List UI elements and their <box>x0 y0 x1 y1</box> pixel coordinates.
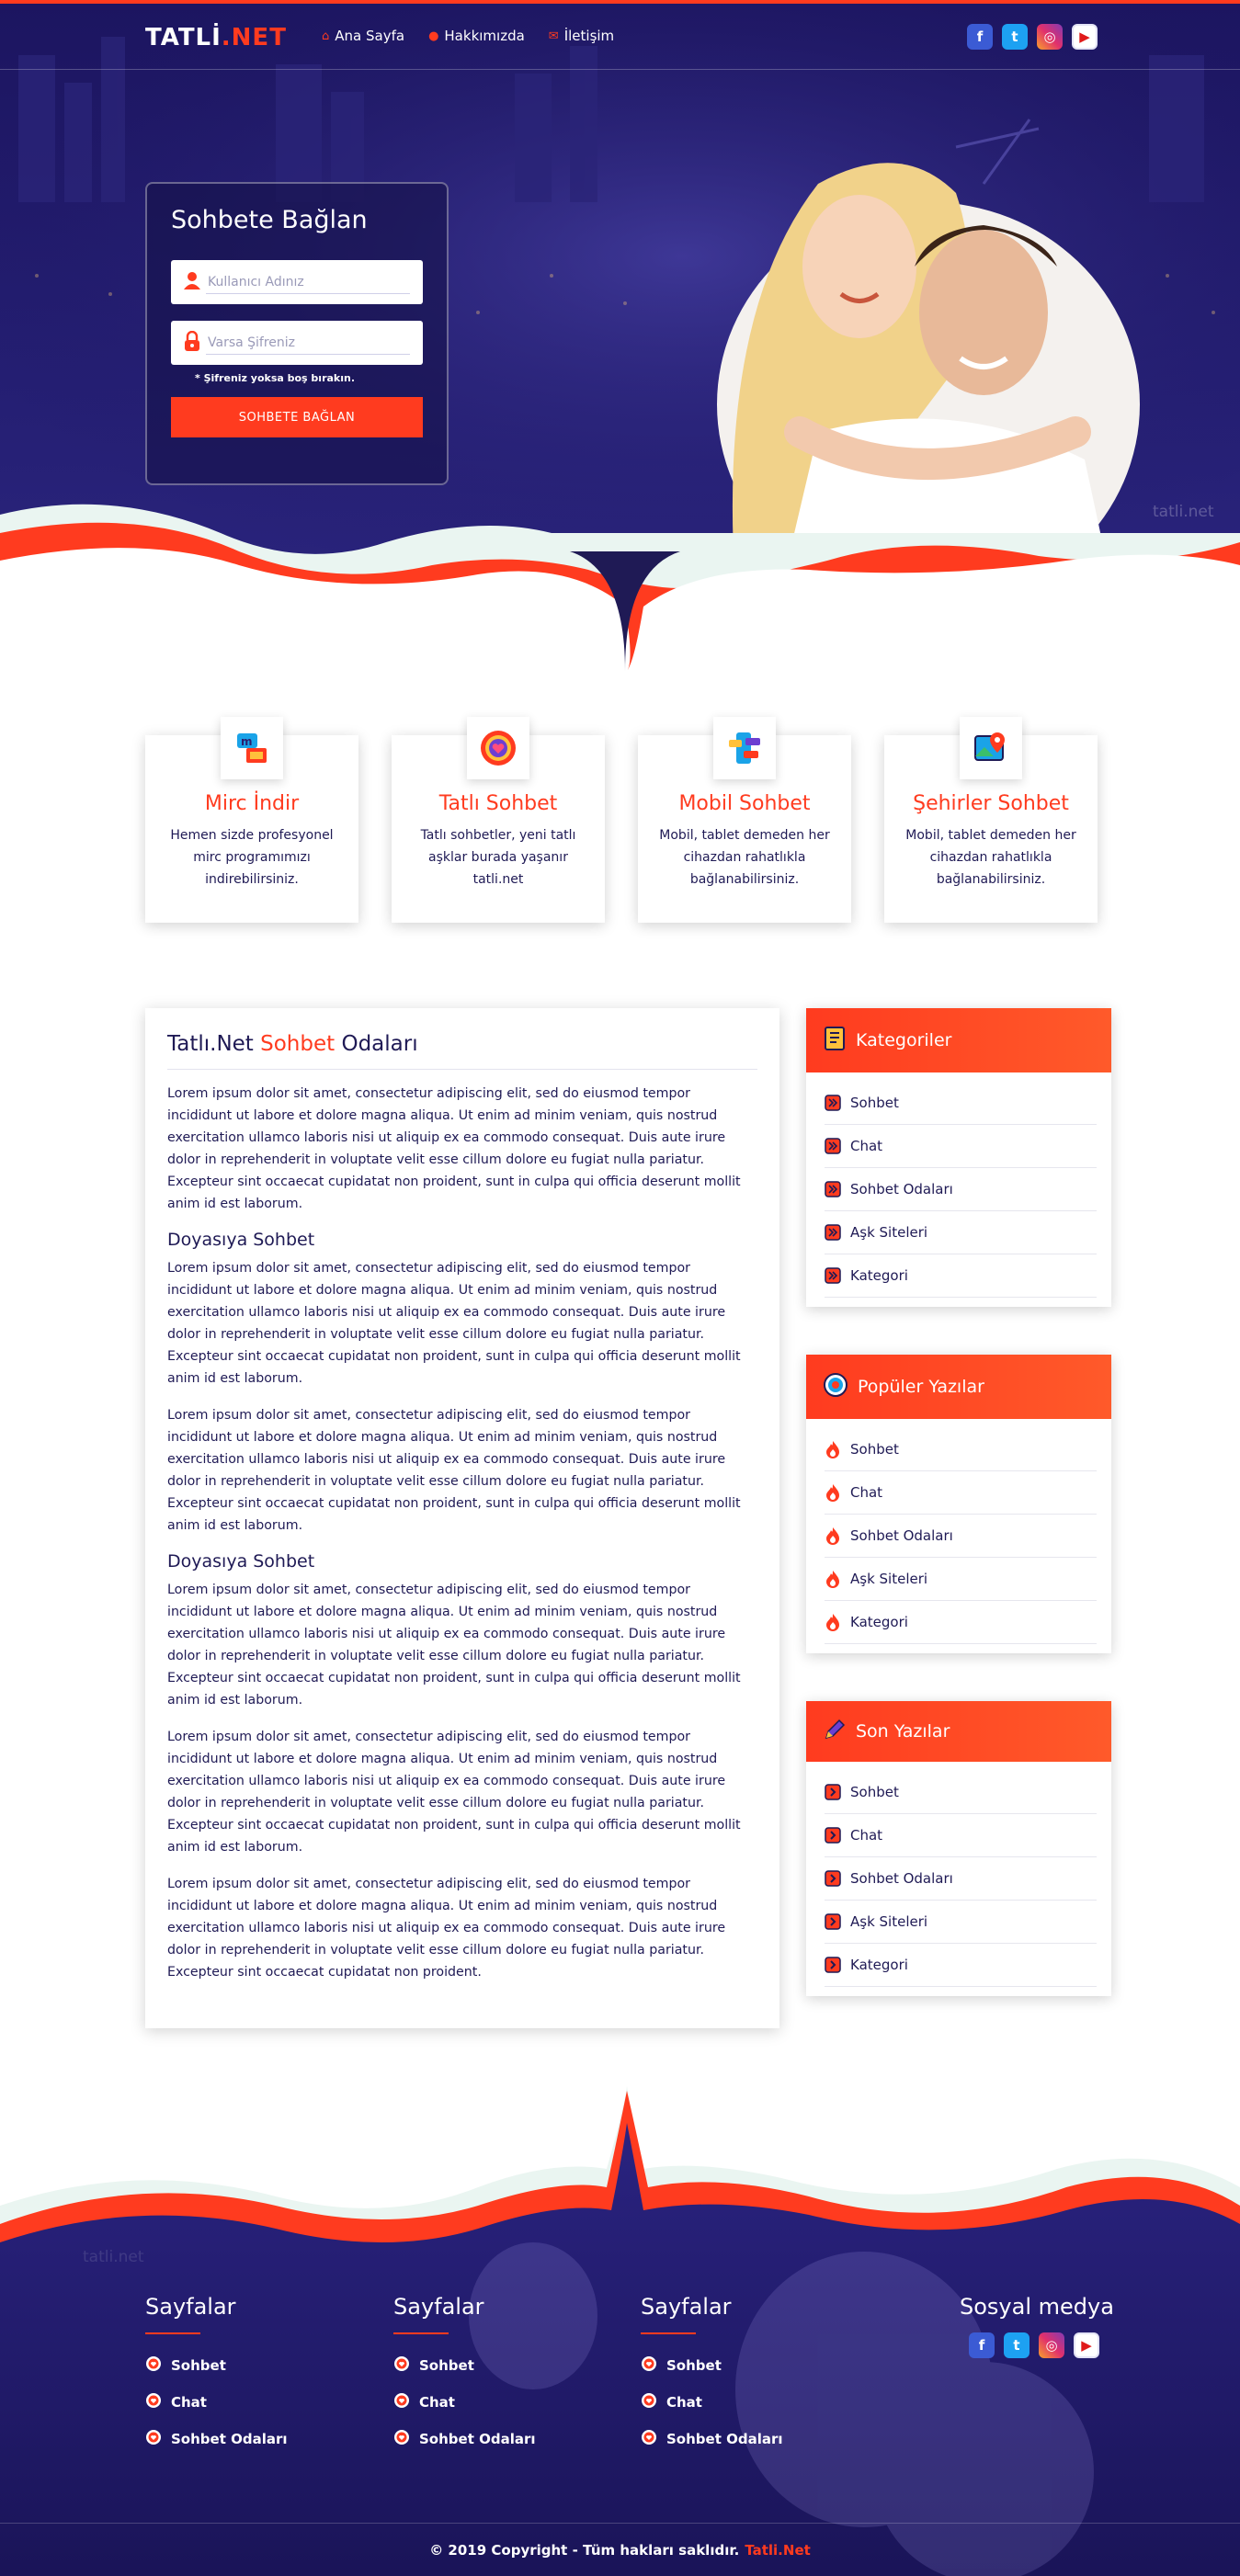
feature-card-sweet-chat[interactable] <box>392 735 605 923</box>
feature-title: Mobil Sohbet <box>678 792 811 815</box>
article-paragraph: Lorem ipsum dolor sit amet, consectetur adipiscing elit, sed do eiusmod tempor incididunt ut labore et dolore magna aliqua. Ut enim ad minim veniam, quis nostrud exercitation ullamco laboris nisi ut aliquip ex ea commodo consequat. Duis aute irure dolor in reprehenderit in voluptate velit esse cillum dolore eu fugiat nulla pariatur. Excepteur sint occaecat cupidatat non proident, sunt in culpa qui officia deserunt mollit anim id est laborum. <box>167 1583 741 1708</box>
feature-text: Mobil, tablet demeden her cihazdan rahatlıkla bağlanabilirsiniz. <box>905 828 1076 887</box>
article-subheading: Doyasıya Sohbet <box>167 1551 315 1572</box>
category-item[interactable]: Sohbet Odaları <box>825 1168 1097 1211</box>
chat-bubble-icon <box>641 2429 657 2449</box>
instagram-icon[interactable]: ◎ <box>1037 24 1063 50</box>
nav-contact-link[interactable]: ✉ İletişim <box>548 28 615 44</box>
mirc-icon <box>221 717 283 779</box>
chevron-badge-icon <box>825 1784 841 1800</box>
footer-links <box>145 2347 288 2457</box>
popular-posts-widget <box>806 1355 1111 1653</box>
feature-card-mobile-chat[interactable] <box>638 735 851 923</box>
nav-home-link[interactable]: ⌂ Ana Sayfa <box>322 28 405 44</box>
recent-post-item[interactable]: Aşk Siteleri <box>825 1901 1097 1944</box>
categories-list <box>806 1072 1111 1307</box>
nav-about-link[interactable]: ● Hakkımızda <box>428 28 525 44</box>
chevron-badge-icon <box>825 1957 841 1973</box>
footer-watermark: tatli.net <box>83 2248 144 2266</box>
article-subheading: Doyasıya Sohbet <box>167 1230 315 1250</box>
facebook-icon[interactable]: f <box>967 24 993 50</box>
user-icon <box>184 271 206 294</box>
top-navbar <box>0 4 1240 70</box>
hero-section <box>0 0 1240 671</box>
facebook-icon[interactable]: f <box>969 2332 995 2358</box>
main-article <box>145 1008 779 2028</box>
home-icon: ⌂ <box>322 28 330 43</box>
footer-title-underline <box>393 2332 449 2334</box>
article-paragraph: Lorem ipsum dolor sit amet, consectetur adipiscing elit, sed do eiusmod tempor incididunt ut labore et dolore magna aliqua. Ut enim ad minim veniam, quis nostrud exercitation ullamco laboris nisi ut aliquip ex ea commodo consequat. Duis aute irure dolor in reprehenderit in voluptate velit esse cillum dolore eu fugiat nulla pariatur. Excepteur sint occaecat cupidatat non proident, sunt in culpa qui officia deserunt mollit anim id est laborum. <box>167 1408 741 1533</box>
features-row <box>145 735 1110 923</box>
copyright-text: © 2019 Copyright - Tüm hakları saklıdır. <box>429 2541 740 2559</box>
password-field-wrap <box>171 321 423 365</box>
recent-posts-widget <box>806 1701 1111 1996</box>
copyright-brand-link[interactable]: Tatli.Net <box>745 2541 811 2559</box>
main-nav <box>322 28 614 44</box>
categories-widget <box>806 1008 1111 1307</box>
article-title: Tatlı.Net Sohbet Odaları <box>167 1032 757 1070</box>
footer-links <box>393 2347 536 2457</box>
arrow-badge-icon <box>825 1224 841 1241</box>
footer-link[interactable]: Sohbet <box>641 2347 783 2384</box>
footer-link[interactable]: Sohbet <box>393 2347 536 2384</box>
category-item[interactable]: Sohbet <box>825 1082 1097 1125</box>
category-item[interactable]: Kategori <box>825 1254 1097 1298</box>
widget-title: Popüler Yazılar <box>858 1377 984 1397</box>
article-paragraph: Lorem ipsum dolor sit amet, consectetur adipiscing elit, sed do eiusmod tempor incididunt ut labore et dolore magna aliqua. Ut enim ad minim veniam, quis nostrud exercitation ullamco laboris nisi ut aliquip ex ea commodo consequat. Duis aute irure dolor in reprehenderit in voluptate velit esse cillum dolore eu fugiat nulla pariatur. Excepteur sint occaecat cupidatat non proident, sunt in culpa qui officia deserunt mollit anim id est laborum. <box>167 1261 741 1386</box>
popular-post-item[interactable]: Sohbet Odaları <box>825 1515 1097 1558</box>
widget-header <box>806 1355 1111 1419</box>
map-pin-icon <box>960 717 1022 779</box>
feature-title: Tatlı Sohbet <box>438 792 558 815</box>
chat-login-form <box>145 182 449 485</box>
youtube-icon[interactable]: ▶ <box>1072 24 1098 50</box>
recent-post-item[interactable]: Sohbet <box>825 1771 1097 1814</box>
article-paragraph: Lorem ipsum dolor sit amet, consectetur adipiscing elit, sed do eiusmod tempor incididunt ut labore et dolore magna aliqua. Ut enim ad minim veniam, quis nostrud exercitation ullamco laboris nisi ut aliquip ex ea commodo consequat. Duis aute irure dolor in reprehenderit in voluptate velit esse cillum dolore eu fugiat nulla pariatur. Excepteur sint occaecat cupidatat non proident. <box>167 1877 726 1980</box>
twitter-icon[interactable]: t <box>1002 24 1028 50</box>
footer-link[interactable]: Sohbet Odaları <box>393 2421 536 2457</box>
chat-bubble-icon <box>641 2392 657 2412</box>
footer-pages-column <box>393 2294 536 2457</box>
footer-pages-column <box>641 2294 783 2457</box>
popular-post-item[interactable]: Sohbet <box>825 1428 1097 1471</box>
flame-icon <box>825 1441 841 1458</box>
footer-column-title: Sayfalar <box>145 2294 236 2320</box>
category-item[interactable]: Chat <box>825 1125 1097 1168</box>
svg-text:m: m <box>241 735 253 748</box>
article-paragraph: Lorem ipsum dolor sit amet, consectetur adipiscing elit, sed do eiusmod tempor incididunt ut labore et dolore magna aliqua. Ut enim ad minim veniam, quis nostrud exercitation ullamco laboris nisi ut aliquip ex ea commodo consequat. Duis aute irure dolor in reprehenderit in voluptate velit esse cillum dolore eu fugiat nulla pariatur. Excepteur sint occaecat cupidatat non proident, sunt in culpa qui officia deserunt mollit anim id est laborum. <box>167 1730 741 1855</box>
youtube-icon[interactable]: ▶ <box>1074 2332 1099 2358</box>
hero-center-drop <box>570 551 680 671</box>
popular-posts-list <box>806 1419 1111 1653</box>
footer-title-underline <box>641 2332 696 2334</box>
twitter-icon[interactable]: t <box>1004 2332 1030 2358</box>
widget-header <box>806 1701 1111 1762</box>
widget-title: Kategoriler <box>856 1030 952 1050</box>
feature-card-cities-chat[interactable] <box>884 735 1098 923</box>
feature-title: Mirc İndir <box>204 792 300 815</box>
arrow-badge-icon <box>825 1095 841 1111</box>
site-logo[interactable]: TATLİ.NET <box>145 24 287 51</box>
target-icon <box>823 1372 848 1402</box>
widget-header <box>806 1008 1111 1072</box>
recent-post-item[interactable]: Chat <box>825 1814 1097 1857</box>
chat-bubble-icon <box>145 2429 162 2449</box>
popular-post-item[interactable]: Aşk Siteleri <box>825 1558 1097 1601</box>
chevron-badge-icon <box>825 1913 841 1930</box>
flame-icon <box>825 1614 841 1630</box>
recent-post-item[interactable]: Sohbet Odaları <box>825 1857 1097 1901</box>
arrow-badge-icon <box>825 1181 841 1197</box>
flame-icon <box>825 1484 841 1501</box>
widget-title: Son Yazılar <box>856 1721 950 1742</box>
footer-pages-column <box>145 2294 288 2457</box>
instagram-icon[interactable]: ◎ <box>1039 2332 1064 2358</box>
feature-card-mirc[interactable] <box>145 735 358 923</box>
chat-bubble-icon <box>145 2355 162 2376</box>
footer-link[interactable]: Chat <box>145 2384 288 2421</box>
recent-posts-list <box>806 1762 1111 1996</box>
footer-column-title: Sayfalar <box>393 2294 484 2320</box>
footer-link[interactable]: Sohbet <box>145 2347 288 2384</box>
chevron-badge-icon <box>825 1870 841 1887</box>
arrow-badge-icon <box>825 1267 841 1284</box>
article-paragraph: Lorem ipsum dolor sit amet, consectetur adipiscing elit, sed do eiusmod tempor incididunt ut labore et dolore magna aliqua. Ut enim ad minim veniam, quis nostrud exercitation ullamco laboris nisi ut aliquip ex ea commodo consequat. Duis aute irure dolor in reprehenderit in voluptate velit esse cillum dolore eu fugiat nulla pariatur. Excepteur sint occaecat cupidatat non proident, sunt in culpa qui officia deserunt mollit anim id est laborum. <box>167 1086 741 1211</box>
hero-watermark: tatli.net <box>1153 503 1214 521</box>
footer-title-underline <box>145 2332 200 2334</box>
footer-column-title: Sayfalar <box>641 2294 732 2320</box>
category-item[interactable]: Aşk Siteleri <box>825 1211 1097 1254</box>
feature-text: Tatlı sohbetler, yeni tatlı aşklar burada yaşanır tatli.net <box>420 828 576 887</box>
chat-bubble-icon <box>641 2355 657 2376</box>
pencil-icon <box>823 1718 847 1746</box>
login-title: Sohbete Bağlan <box>171 206 368 234</box>
heart-chat-icon <box>467 717 529 779</box>
recent-post-item[interactable]: Kategori <box>825 1944 1097 1987</box>
username-field-wrap <box>171 260 423 304</box>
popular-post-item[interactable]: Kategori <box>825 1601 1097 1644</box>
flame-icon <box>825 1527 841 1544</box>
password-input[interactable] <box>206 332 410 355</box>
username-input[interactable] <box>206 271 410 294</box>
connect-chat-button[interactable]: SOHBETE BAĞLAN <box>171 397 423 437</box>
arrow-badge-icon <box>825 1138 841 1154</box>
popular-post-item[interactable]: Chat <box>825 1471 1097 1515</box>
footer-link[interactable]: Sohbet Odaları <box>145 2421 288 2457</box>
feature-text: Mobil, tablet demeden her cihazdan rahatlıkla bağlanabilirsiniz. <box>659 828 830 887</box>
lock-icon <box>184 331 206 356</box>
feature-text: Hemen sizde profesyonel mirc programımızı indirebilirsiniz. <box>170 828 334 887</box>
mobile-chat-icon <box>713 717 776 779</box>
chat-bubble-icon <box>393 2429 410 2449</box>
copyright-bar <box>0 2523 1240 2576</box>
flame-icon <box>825 1571 841 1587</box>
user-icon: ● <box>428 28 439 43</box>
footer-social-column <box>960 2294 1114 2358</box>
footer-column-title: Sosyal medya <box>960 2294 1114 2320</box>
header-social-links <box>967 24 1098 50</box>
footer-social-links <box>969 2332 1114 2358</box>
notebook-icon <box>823 1026 847 1056</box>
chat-bubble-icon <box>393 2355 410 2376</box>
chat-bubble-icon <box>145 2392 162 2412</box>
chevron-badge-icon <box>825 1827 841 1844</box>
footer-link[interactable]: Sohbet Odaları <box>641 2421 783 2457</box>
footer-link[interactable]: Chat <box>641 2384 783 2421</box>
password-note: * Şifreniz yoksa boş bırakın. <box>195 372 356 384</box>
footer-links <box>641 2347 783 2457</box>
footer-link[interactable]: Chat <box>393 2384 536 2421</box>
envelope-icon: ✉ <box>548 28 559 43</box>
chat-bubble-icon <box>393 2392 410 2412</box>
feature-title: Şehirler Sohbet <box>913 792 1069 815</box>
